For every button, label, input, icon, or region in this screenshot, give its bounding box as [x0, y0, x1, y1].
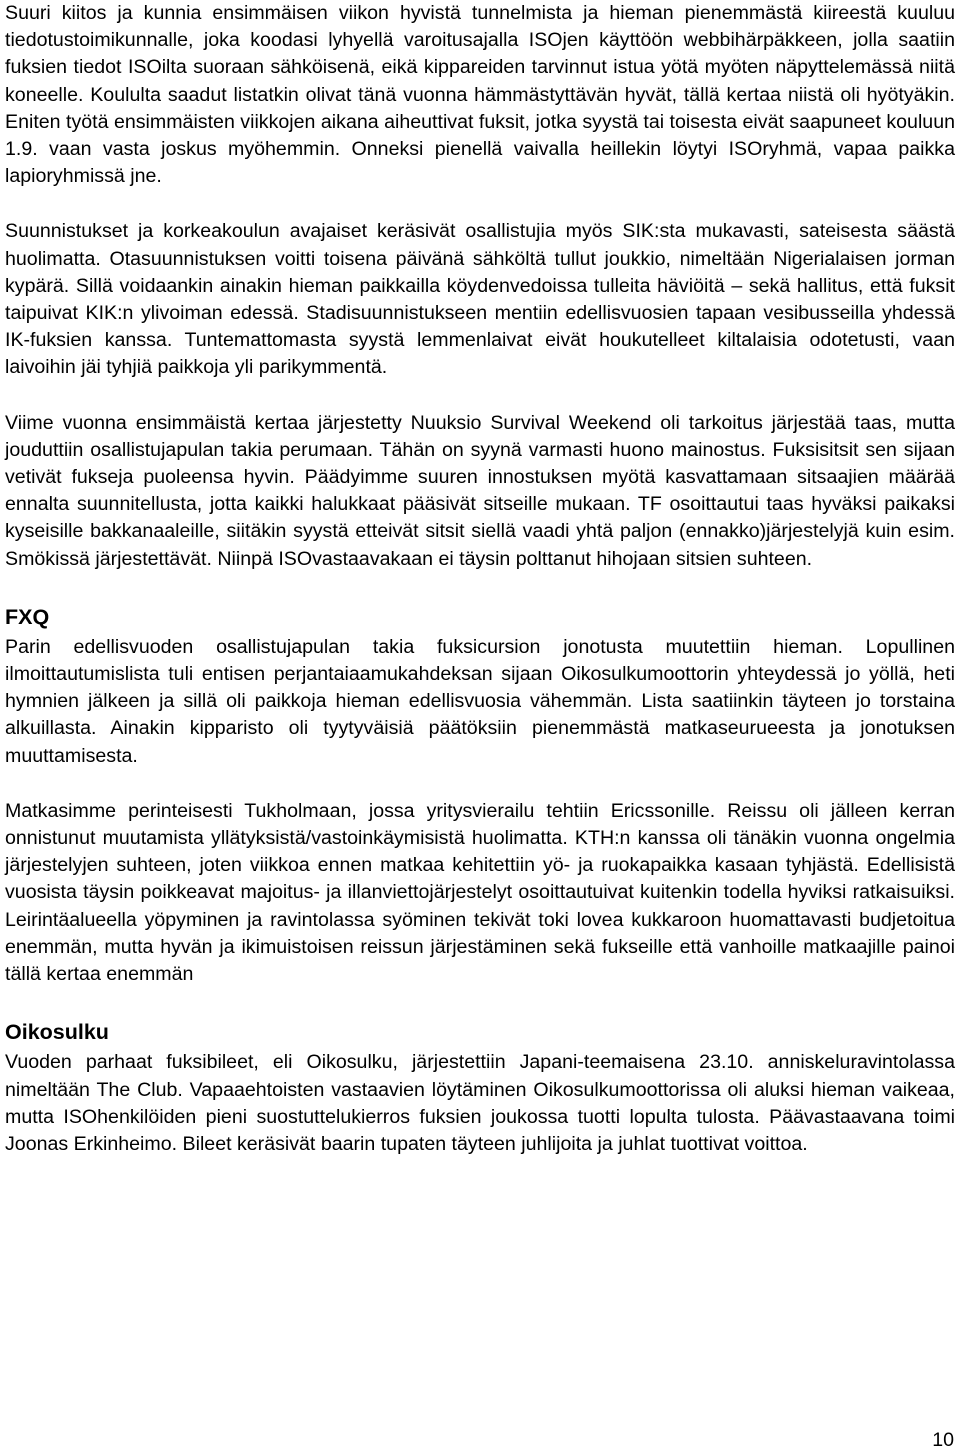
section-heading-oikosulku: Oikosulku — [5, 1020, 109, 1045]
paragraph-intro-1: Suuri kiitos ja kunnia ensimmäisen viikon hyvistä tunnelmista ja hieman pienemmästä kiireestä kuuluu tiedotustoimikunnalle, joka koodasi lyhyellä varoitusajalla ISOjen käyttöön webbihärpäkkeen, jolla saatiin fuksien tiedot ISOilta suoraan sähköisenä, eikä kippareiden tarvinnut istua yötä myöten näpyttelemässä niitä koneelle. Koululta saadut listatkin olivat tänä vuonna hämmästyttävän hyvät, tällä kertaa niistä oli hyötyäkin. Eniten työtä ensimmäisten viikkojen aikana aiheuttivat fuksit, jotka syystä tai toisesta eivät saapuneet kouluun 1.9. vaan vasta joskus myöhemmin. Onneksi pienellä vaivalla heillekin löytyi ISOryhmä, vapaa paikka lapioryhmissä jne. — [5, 2, 955, 188]
page-number: 10 — [932, 1429, 954, 1451]
paragraph-intro-3: Viime vuonna ensimmäistä kertaa järjestetty Nuuksio Survival Weekend oli tarkoitus järjestää taas, mutta jouduttiin osallistujapulan takia perumaan. Tähän on syynä varmasti huono mainostus. Fuksisitsit sen sijaan vetivät fukseja puoleensa hyvin. Päädyimme suuren innostuksen myötä kasvattamaan sitsaajien määrää ennalta suunnitellusta, jotta kaikki halukkaat pääsivät sitseille mukaan. TF osoittautui taas hyväksi paikaksi kyseisille bakkanaaleille, siitäkin syystä etteivät sitsit siellä vaadi yhtä paljon (ennakko)järjestelyjä kuin esim. Smökissä järjestettävät. Niinpä ISOvastaavakaan ei täysin polttanut hihojaan sitsien suhteen. — [5, 411, 955, 570]
document-page — [5, 0, 955, 1158]
section-heading-fxq: FXQ — [5, 604, 50, 629]
paragraph-intro-2: Suunnistukset ja korkeakoulun avajaiset keräsivät osallistujia myös SIK:sta mukavasti, sateisesta säästä huolimatta. Otasuunnistuksen voitti toisena päivänä sähköltä tullut joukkio, nimeltään Nigerialaisen jorman kypärä. Sillä voidaankin ainakin hieman paikkailla köydenvedoissa tulleita häviöitä – sekä hallitus, että fuksit taipuivat KIK:n ylivoiman edessä. Stadisuunnistukseen mentiin edellisvuosien tapaan vesibusseilla yhdessä IK-fuksien kanssa. Tuntemattomasta syystä lemmenlaivat eivät houkutelleet kiltalaisia odotetusti, vaan laivoihin jäi tyhjiä paikkoja yli parikymmentä. — [5, 220, 955, 379]
paragraph-fxq-2: Matkasimme perinteisesti Tukholmaan, jossa yritysvierailu tehtiin Ericssonille. Reissu oli jälleen kerran onnistunut muutamista yllätyksistä/vastoinkäymisistä huolimatta. KTH:n kanssa oli tänäkin vuonna ongelmia järjestelyjen suhteen, joten viikkoa ennen matkaa kehitettiin yö- ja ruokapaikka kasaan tyhjästä. Edellisistä vuosista täysin poikkeavat majoitus- ja illanviettojärjestelyt osoittautuivat kuitenkin todella hyviksi ratkaisuiksi. Leirintäalueella yöpyminen ja ravintolassa syöminen tekivät toki lovea kukkaroon huomattavasti budjetoitua enemmän, mutta hyvän ja ikimuistoisen reissun järjestäminen sekä fukseille että vanhoille matkaajille painoi tällä kertaa enemmän — [5, 799, 955, 986]
paragraph-fxq-1: Parin edellisvuoden osallistujapulan takia fuksicursion jonotusta muutettiin hieman. Lopullinen ilmoittautumislista tuli entisen perjantaiaamukahdeksan sijaan Oikosulkumoottorin yhteydessä jo yöllä, heti hymnien jälkeen ja sillä oli paikkoja hieman edellisvuosia vähemmän. Lista saatiinkin täyteen jo torstaina alkuillasta. Ainakin kipparisto oli tyytyväisiä päätöksiin pienemmästä matkaseurueesta ja jonotuksen muuttamisesta. — [5, 635, 955, 767]
paragraph-oikosulku-1: Vuoden parhaat fuksibileet, eli Oikosulku, järjestettiin Japani-teemaisena 23.10. anniskeluravintolassa nimeltään The Club. Vapaaehtoisten vastaavien löytäminen Oikosulkumoottorissa oli aluksi hieman vaikeaa, mutta ISOhenkilöiden pieni suostuttelukierros fuksien joukossa tuotti lopulta tulosta. Päävastaavana toimi Joonas Erkinheimo. Bileet keräsivät baarin tupaten täyteen juhlijoita ja juhlat tuottivat voittoa. — [5, 1051, 955, 1155]
